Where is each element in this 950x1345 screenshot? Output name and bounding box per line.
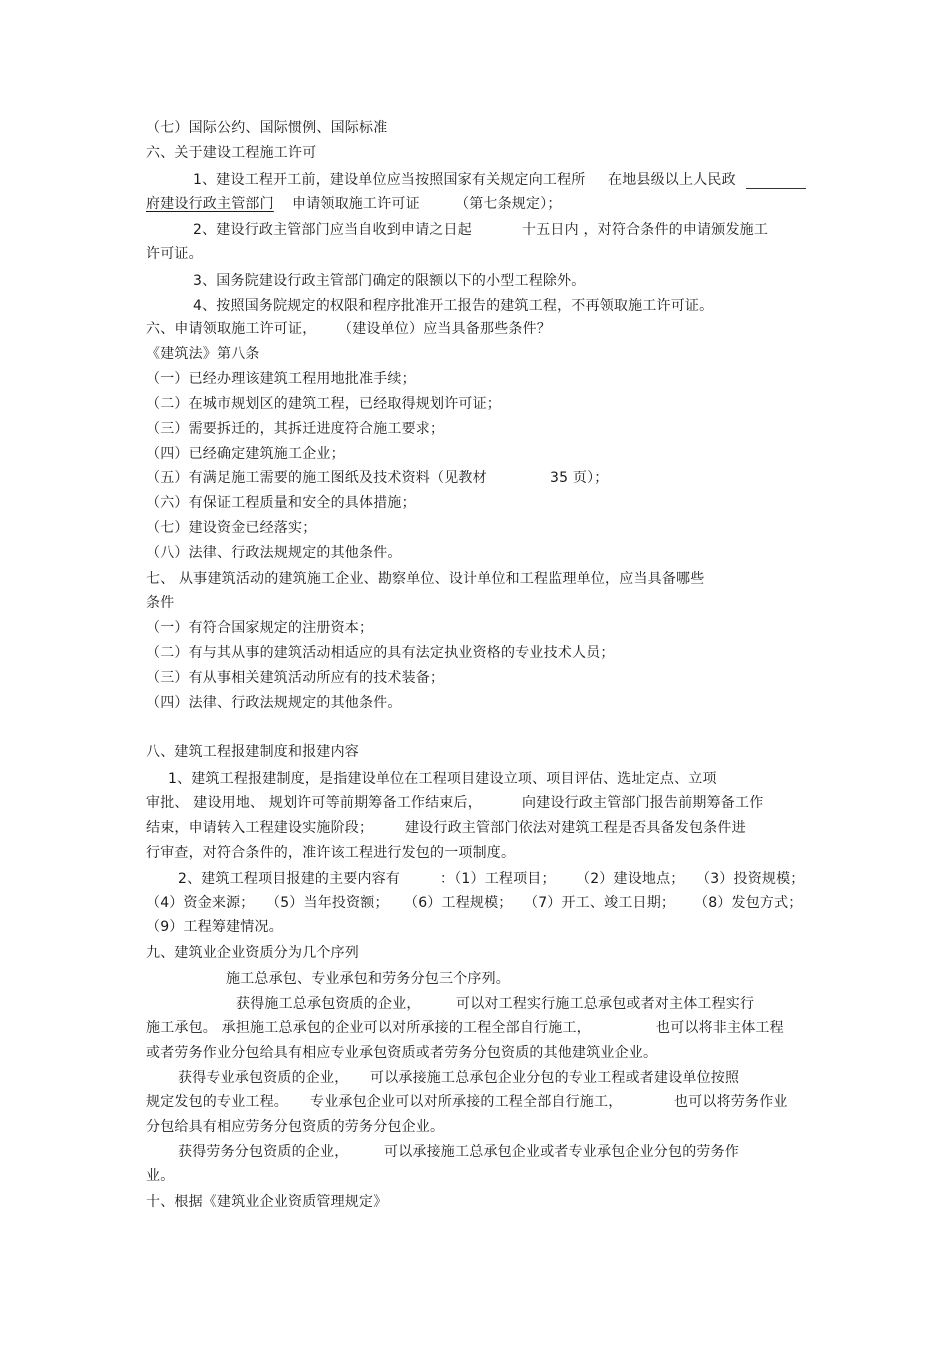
text-line: 向建设行政主管部门报告前期筹备工作 [522,795,764,811]
text-line: （4）资金来源； [146,895,255,911]
text-line: 结束，申请转入工程建设实施阶段； [146,820,374,836]
text-line: 业。 [146,1168,175,1184]
section-heading: （建设单位）应当具备那些条件？ [338,321,551,337]
text-line: 1、建筑工程报建制度，是指建设单位在工程项目建设立项、项目评估、选址定点、立项 [168,771,717,787]
text-line: 建设行政主管部门依法对建筑工程是否具备发包条件进 [405,820,746,836]
text-line: 也可以将劳务作业 [674,1094,788,1110]
text-line: 2、建设行政主管部门应当自收到申请之日起 [193,222,472,238]
section-heading: 十、根据《建筑业企业资质管理规定》 [146,1194,388,1210]
list-item: （七）建设资金已经落实； [146,520,317,536]
text-line: 1、建设工程开工前，建设单位应当按照国家有关规定向工程所 [193,172,586,188]
list-item: （二）有与其从事的建筑活动相适应的具有法定执业资格的专业技术人员； [146,645,615,661]
list-item: （八）法律、行政法规规定的其他条件。 [146,545,402,561]
text-line: （8）发包方式； [694,895,803,911]
section-heading: 六、申请领取施工许可证， [146,321,317,337]
text-line: 也可以将非主体工程 [656,1020,784,1036]
list-item: （一）有符合国家规定的注册资本； [146,620,374,636]
text-line: 分包给具有相应劳务分包资质的劳务分包企业。 [146,1119,445,1135]
text-line: （2）建设地点； [576,871,685,887]
text-line: 申请领取施工许可证 [292,196,420,212]
text-line: 府建设行政主管部门 [146,196,274,212]
text-line: 在地县级以上人民政 [608,172,736,188]
list-item: （六）有保证工程质量和安全的具体措施； [146,495,416,511]
text-line: 获得劳务分包资质的企业， [178,1144,349,1160]
text-line: 可以承接施工总承包企业或者专业承包企业分包的劳务作 [384,1144,739,1160]
list-item: （五）有满足施工需要的施工图纸及技术资料（见教材 [146,470,487,486]
text-line: 3、国务院建设行政主管部门确定的限额以下的小型工程除外。 [193,273,586,289]
text-line: 许可证。 [146,246,203,262]
section-heading: 七、 从事建筑活动的建筑施工企业、勘察单位、设计单位和工程监理单位，应当具备哪些 [146,571,705,587]
list-item: （四）法律、行政法规规定的其他条件。 [146,695,402,711]
list-item: （三）需要拆迁的，其拆迁进度符合施工要求； [146,421,445,437]
text-line: 2、建筑工程项目报建的主要内容有 [178,871,401,887]
text-line: 可以对工程实行施工总承包或者对主体工程实行 [456,996,755,1012]
text-line: 获得施工总承包资质的企业， [236,996,421,1012]
section-heading: 条件 [146,595,175,611]
underline-rule [746,188,806,189]
text-line: 规定发包的专业工程。 [146,1094,288,1110]
text-line: （3）投资规模； [696,871,805,887]
list-item: 35 页）； [550,470,609,486]
text-line: 可以承接施工总承包企业分包的专业工程或者建设单位按照 [370,1070,740,1086]
text-line: （7）开工、竣工日期； [524,895,676,911]
text-line: （第七条规定）； [455,196,562,212]
text-line: （七）国际公约、国际惯例、国际标准 [146,120,388,136]
text-line: （6）工程规模； [404,895,513,911]
text-line: 4、按照国务院规定的权限和程序批准开工报告的建筑工程，不再领取施工许可证。 [193,298,714,314]
text-line: 行审查，对符合条件的，准许该工程进行发包的一项制度。 [146,845,516,861]
list-item: （二）在城市规划区的建筑工程，已经取得规划许可证； [146,396,501,412]
list-item: （三）有从事相关建筑活动所应有的技术装备； [146,670,445,686]
text-line: 施工总承包、专业承包和劳务分包三个序列。 [226,971,510,987]
text-line: （5）当年投资额； [266,895,389,911]
text-line: （9）工程筹建情况。 [146,919,283,935]
text-line: 或者劳务作业分包给具有相应专业承包资质或者劳务分包资质的其他建筑业企业。 [146,1045,658,1061]
list-item: （四）已经确定建筑施工企业； [146,446,345,462]
section-heading: 六、关于建设工程施工许可 [146,145,317,161]
text-line: 十五日内 ，对符合条件的申请颁发施工 [522,222,769,238]
text-line: 获得专业承包资质的企业， [178,1070,349,1086]
text-line: 施工承包。 承担施工总承包的企业可以对所承接的工程全部自行施工， [146,1020,591,1036]
section-heading: 八、建筑工程报建制度和报建内容 [146,744,359,760]
section-heading: 九、建筑业企业资质分为几个序列 [146,945,359,961]
text-line: ：（1）工程项目； [440,871,556,887]
text-line: 专业承包企业可以对所承接的工程全部自行施工， [310,1094,623,1110]
text-line: 审批、 建设用地、 规划许可等前期筹备工作结束后， [146,795,482,811]
list-item: （一）已经办理该建筑工程用地批准手续； [146,371,416,387]
text-line: 《建筑法》第八条 [146,346,260,362]
